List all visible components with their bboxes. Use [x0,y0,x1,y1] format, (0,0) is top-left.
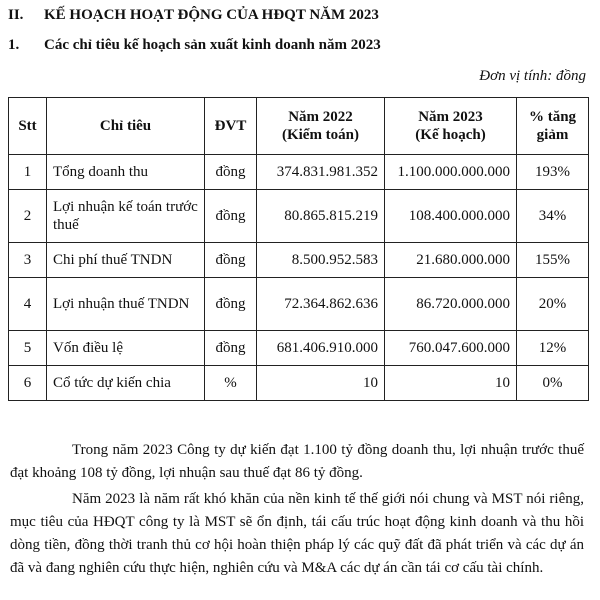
row-indicator: Cổ tức dự kiến chia [47,366,205,401]
header-year-2022-line2: (Kiểm toán) [281,127,360,143]
row-stt: 1 [9,155,47,190]
row-stt: 3 [9,243,47,278]
row-value-2022: 681.406.910.000 [257,331,385,366]
table-header-row [9,98,589,155]
row-stt: 2 [9,190,47,243]
row-indicator: Lợi nhuận kế toán trước thuế [47,190,205,243]
row-unit: đồng [205,331,257,366]
header-year-2023-line1: Năm 2023 [418,109,483,125]
header-year-2022-line1: Năm 2022 [288,109,353,125]
header-indicator: Chỉ tiêu [47,98,205,155]
header-year-2022 [257,98,385,155]
header-year-2023-line2: (Kế hoạch) [415,127,486,143]
section-number: II. [8,7,24,23]
row-indicator: Lợi nhuận thuế TNDN [47,278,205,331]
row-value-2023: 10 [385,366,517,401]
row-value-2022: 374.831.981.352 [257,155,385,190]
row-value-2022: 72.364.862.636 [257,278,385,331]
table-row [9,331,589,366]
row-change: 20% [517,278,589,331]
row-unit: đồng [205,278,257,331]
table-row [9,278,589,331]
row-unit: % [205,366,257,401]
table-row [9,190,589,243]
paragraph-board-objectives: Năm 2023 là năm rất khó khăn của nền kinh tế thế giới nói chung và MST nói riêng, mục tiêu của HĐQT công ty là MST sẽ ổn định, tái cấu trúc hoạt động kinh doanh và thu hồi dòng tiền, đồng thời tranh thủ cơ hội hoàn thiện pháp lý các quỹ đất đã phát triển và các dự án đã và đang nghiên cứu thực hiện, nghiên cứu và M&A các dự án cần tái cơ cấu tài chính. [10,491,584,576]
row-value-2023: 21.680.000.000 [385,243,517,278]
row-indicator: Vốn điều lệ [47,331,205,366]
section-heading [8,6,379,24]
row-value-2022: 8.500.952.583 [257,243,385,278]
row-value-2022: 80.865.815.219 [257,190,385,243]
row-change: 155% [517,243,589,278]
row-value-2023: 1.100.000.000.000 [385,155,517,190]
row-unit: đồng [205,190,257,243]
subsection-number: 1. [8,37,20,53]
header-unit: ĐVT [205,98,257,155]
header-change-line2: giảm [536,127,569,143]
row-change: 34% [517,190,589,243]
row-unit: đồng [205,155,257,190]
row-indicator: Chi phí thuế TNDN [47,243,205,278]
subsection-title: Các chỉ tiêu kế hoạch sản xuất kinh doanh năm 2023 [44,37,381,53]
table-row [9,243,589,278]
header-stt: Stt [9,98,47,155]
table-row [9,155,589,190]
row-change: 12% [517,331,589,366]
row-stt: 6 [9,366,47,401]
unit-note: Đơn vị tính: đồng [479,68,586,84]
row-stt: 5 [9,331,47,366]
row-value-2022: 10 [257,366,385,401]
business-plan-table [8,97,589,401]
row-unit: đồng [205,243,257,278]
row-indicator: Tổng doanh thu [47,155,205,190]
header-change [517,98,589,155]
row-stt: 4 [9,278,47,331]
section-title: KẾ HOẠCH HOẠT ĐỘNG CỦA HĐQT NĂM 2023 [44,7,379,23]
row-change: 0% [517,366,589,401]
table-row [9,366,589,401]
row-value-2023: 86.720.000.000 [385,278,517,331]
paragraph-revenue-target: Trong năm 2023 Công ty dự kiến đạt 1.100 tỷ đồng doanh thu, lợi nhuận trước thuế đạt khoảng 108 tỷ đồng, lợi nhuận sau thuế đạt 86 tỷ đồng. [10,442,584,481]
row-value-2023: 108.400.000.000 [385,190,517,243]
row-value-2023: 760.047.600.000 [385,331,517,366]
subsection-heading [8,36,381,54]
row-change: 193% [517,155,589,190]
header-change-line1: % tăng [528,109,577,125]
header-year-2023 [385,98,517,155]
